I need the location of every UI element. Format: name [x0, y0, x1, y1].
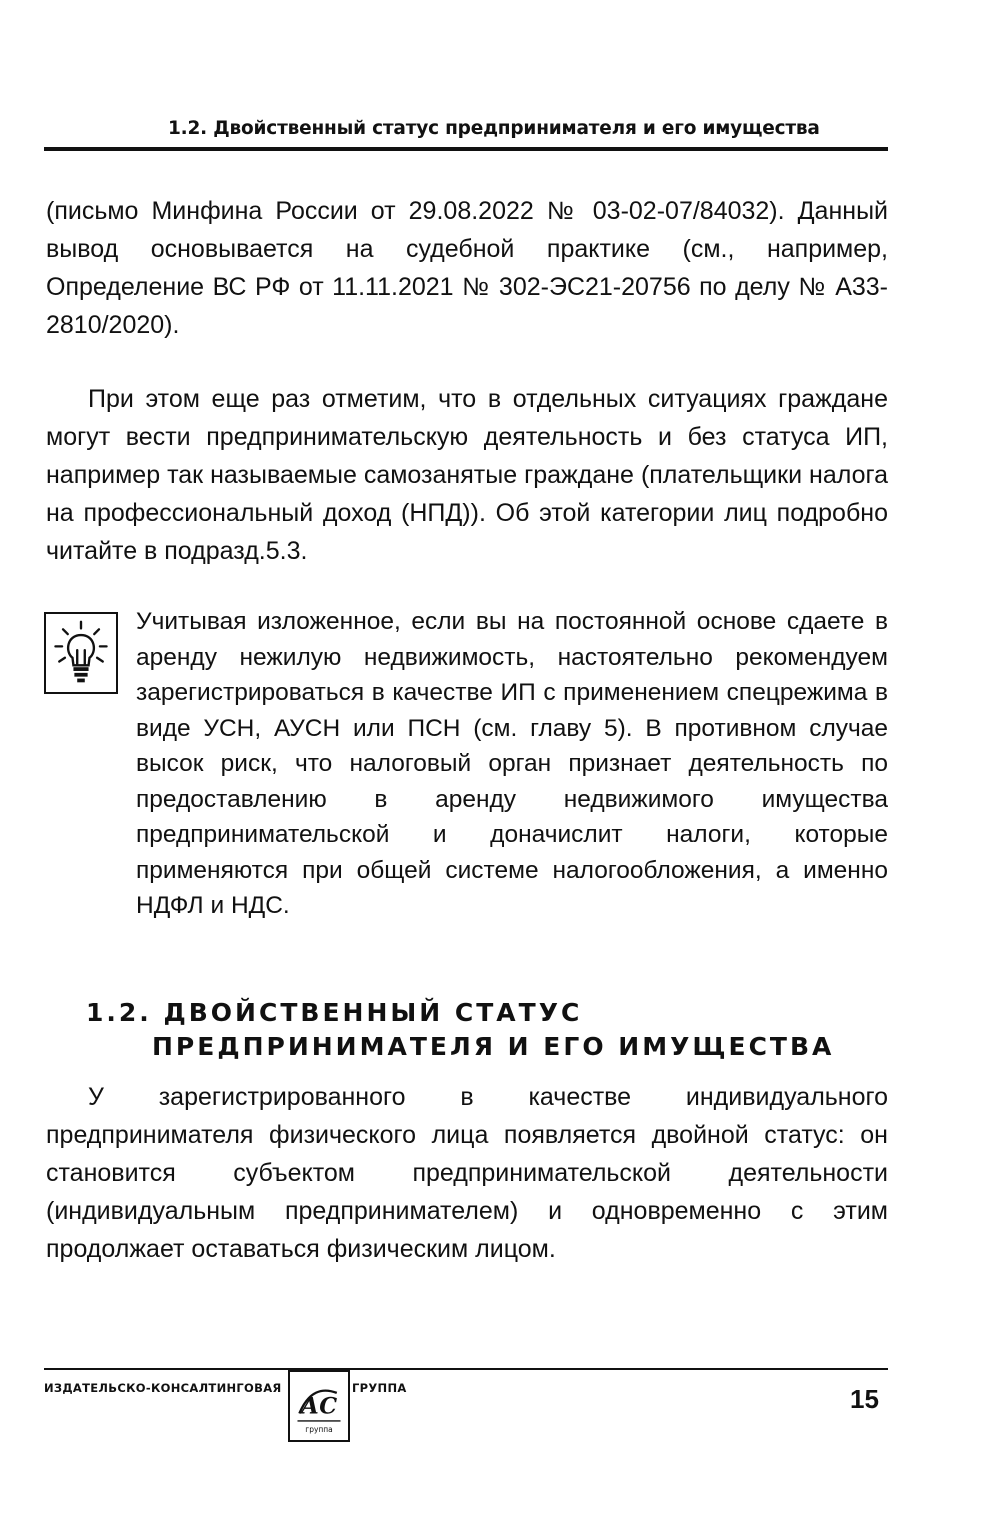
- publisher-logo-graphic: [290, 1372, 348, 1440]
- section-heading: [86, 996, 886, 1064]
- lightbulb-icon: [44, 612, 118, 694]
- paragraph-2: При этом еще раз отметим, что в отдельных ситуациях граждане могут вести предпринимательскую деятельность и без статуса ИП, например так называемые самозанятые граждане (плательщики налога на профессиональный доход (НПД)). Об этой категории лиц подробно читайте в подразд.5.3.: [46, 385, 888, 565]
- paragraph-1: (письмо Минфина России от 29.08.2022 № 03-02-07/84032). Данный вывод основывается на судебной практике (см., например, Определение ВС РФ от 11.11.2021 № 302-ЭС21-20756 по делу № А33-2810/2020).: [46, 197, 888, 339]
- tip-text: Учитывая изложенное, если вы на постоянной основе сдаете в аренду нежилую недвижимость, настоятельно рекомендуем зарегистрироваться в качестве ИП с применением спецрежима в виде УСН, АУСН или ПСН (см. главу 5). В противном случае высок риск, что налоговый орган признает деятельность по предоставлению в аренду недвижимого имущества предпринимательской и доначислит налоги, которые применяются при общей системе налогообложения, а именно НДФЛ и НДС.: [136, 608, 888, 919]
- publisher-logo: [288, 1370, 350, 1442]
- header-rule: [44, 147, 888, 151]
- publisher-name-left: ИЗДАТЕЛЬСКО-КОНСАЛТИНГОВАЯ: [44, 1381, 282, 1395]
- publisher-name-right: ГРУППА: [352, 1381, 407, 1395]
- section-heading-line-1: 1.2. ДВОЙСТВЕННЫЙ СТАТУС: [86, 998, 583, 1027]
- lightbulb-icon-graphic: [46, 614, 116, 692]
- running-header: 1.2. Двойственный статус предпринимателя и его имущества: [168, 118, 820, 139]
- footer-rule: [44, 1368, 888, 1370]
- page-number: 15: [850, 1384, 879, 1414]
- publisher-logo-text: АС: [300, 1393, 338, 1420]
- publisher-logo-caption: группа: [305, 1425, 333, 1435]
- paragraph-3: У зарегистрированного в качестве индивидуального предпринимателя физического лица появляется двойной статус: он становится субъектом предпринимательской деятельности (индивидуальным предпринимателем) и одновременно с этим продолжает оставаться физическим лицом.: [46, 1083, 888, 1263]
- section-heading-line-2: ПРЕДПРИНИМАТЕЛЯ И ЕГО ИМУЩЕСТВА: [152, 1032, 835, 1061]
